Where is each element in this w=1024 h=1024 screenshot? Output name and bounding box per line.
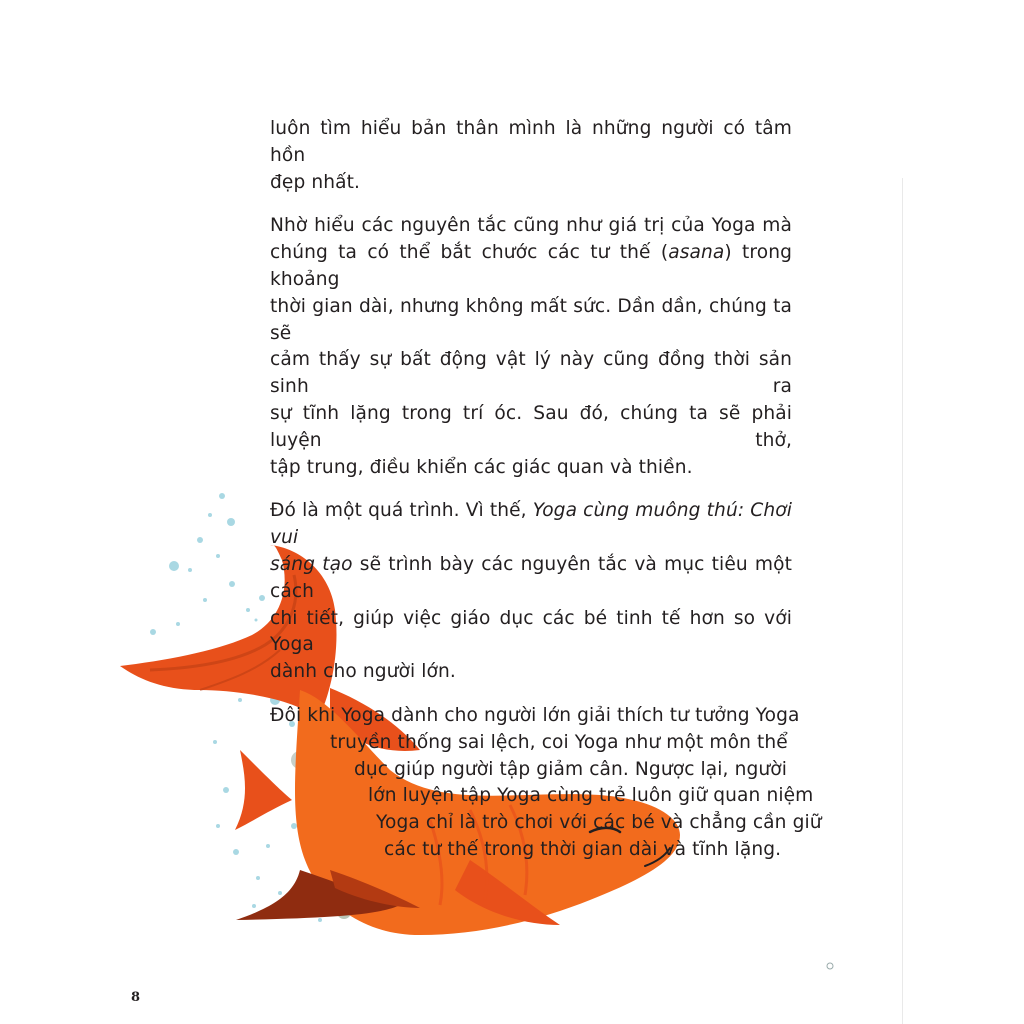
text-fragment: sẽ trình bày các nguyên tắc và mục tiêu một cách (270, 553, 792, 602)
page-number: 8 (131, 990, 141, 1005)
text-fragment: ) trong khoảng (270, 242, 793, 290)
text-line (270, 552, 792, 606)
text-line: thời gian dài, nhưng không mất sức. Dần dần, chúng ta sẽ (270, 295, 792, 344)
text-line: cảm thấy sự bất động vật lý này cũng đồng thời sản sinh ra (270, 349, 792, 398)
paragraph-2 (270, 213, 792, 481)
book-title-italic: sáng tạo (270, 553, 353, 575)
paragraph-1 (270, 116, 792, 196)
text-line: luôn tìm hiểu bản thân mình là những người có tâm hồn (270, 118, 792, 166)
body-text (270, 116, 822, 881)
text-line: sự tĩnh lặng trong trí óc. Sau đó, chúng ta sẽ phải luyện thở, (270, 402, 792, 451)
text-line: đẹp nhất. (270, 171, 361, 193)
text-line: Yoga chỉ là trò chơi với các bé và chẳng cần giữ (376, 812, 822, 834)
text-line: chi tiết, giúp việc giáo dục các bé tinh tế hơn so với Yoga (270, 607, 792, 656)
text-fragment: chúng ta có thể bắt chước các tư thế ( (270, 242, 669, 264)
italic-term: asana (668, 242, 725, 264)
text-line (270, 498, 792, 552)
text-line: dục giúp người tập giảm cân. Ngược lại, người (354, 758, 787, 780)
text-fragment: Đó là một quá trình. Vì thế, (270, 500, 533, 522)
paragraph-3 (270, 498, 792, 686)
text-line: Đôi khi Yoga dành cho người lớn giải thích tư tưởng Yoga (270, 704, 800, 726)
text-line: dành cho người lớn. (270, 661, 456, 683)
paragraph-4 (270, 703, 822, 864)
text-line (270, 240, 792, 294)
book-title-italic: Yoga cùng muông thú: Chơi vui (270, 500, 792, 549)
text-line: truyền thống sai lệch, coi Yoga như một môn thể (330, 731, 788, 753)
text-line: lớn luyện tập Yoga cùng trẻ luôn giữ quan niệm (368, 785, 814, 807)
text-line: các tư thế trong thời gian dài và tĩnh lặng. (384, 838, 782, 860)
text-line: Nhờ hiểu các nguyên tắc cũng như giá trị của Yoga mà (270, 215, 792, 237)
text-line: tập trung, điều khiển các giác quan và thiền. (270, 456, 693, 478)
